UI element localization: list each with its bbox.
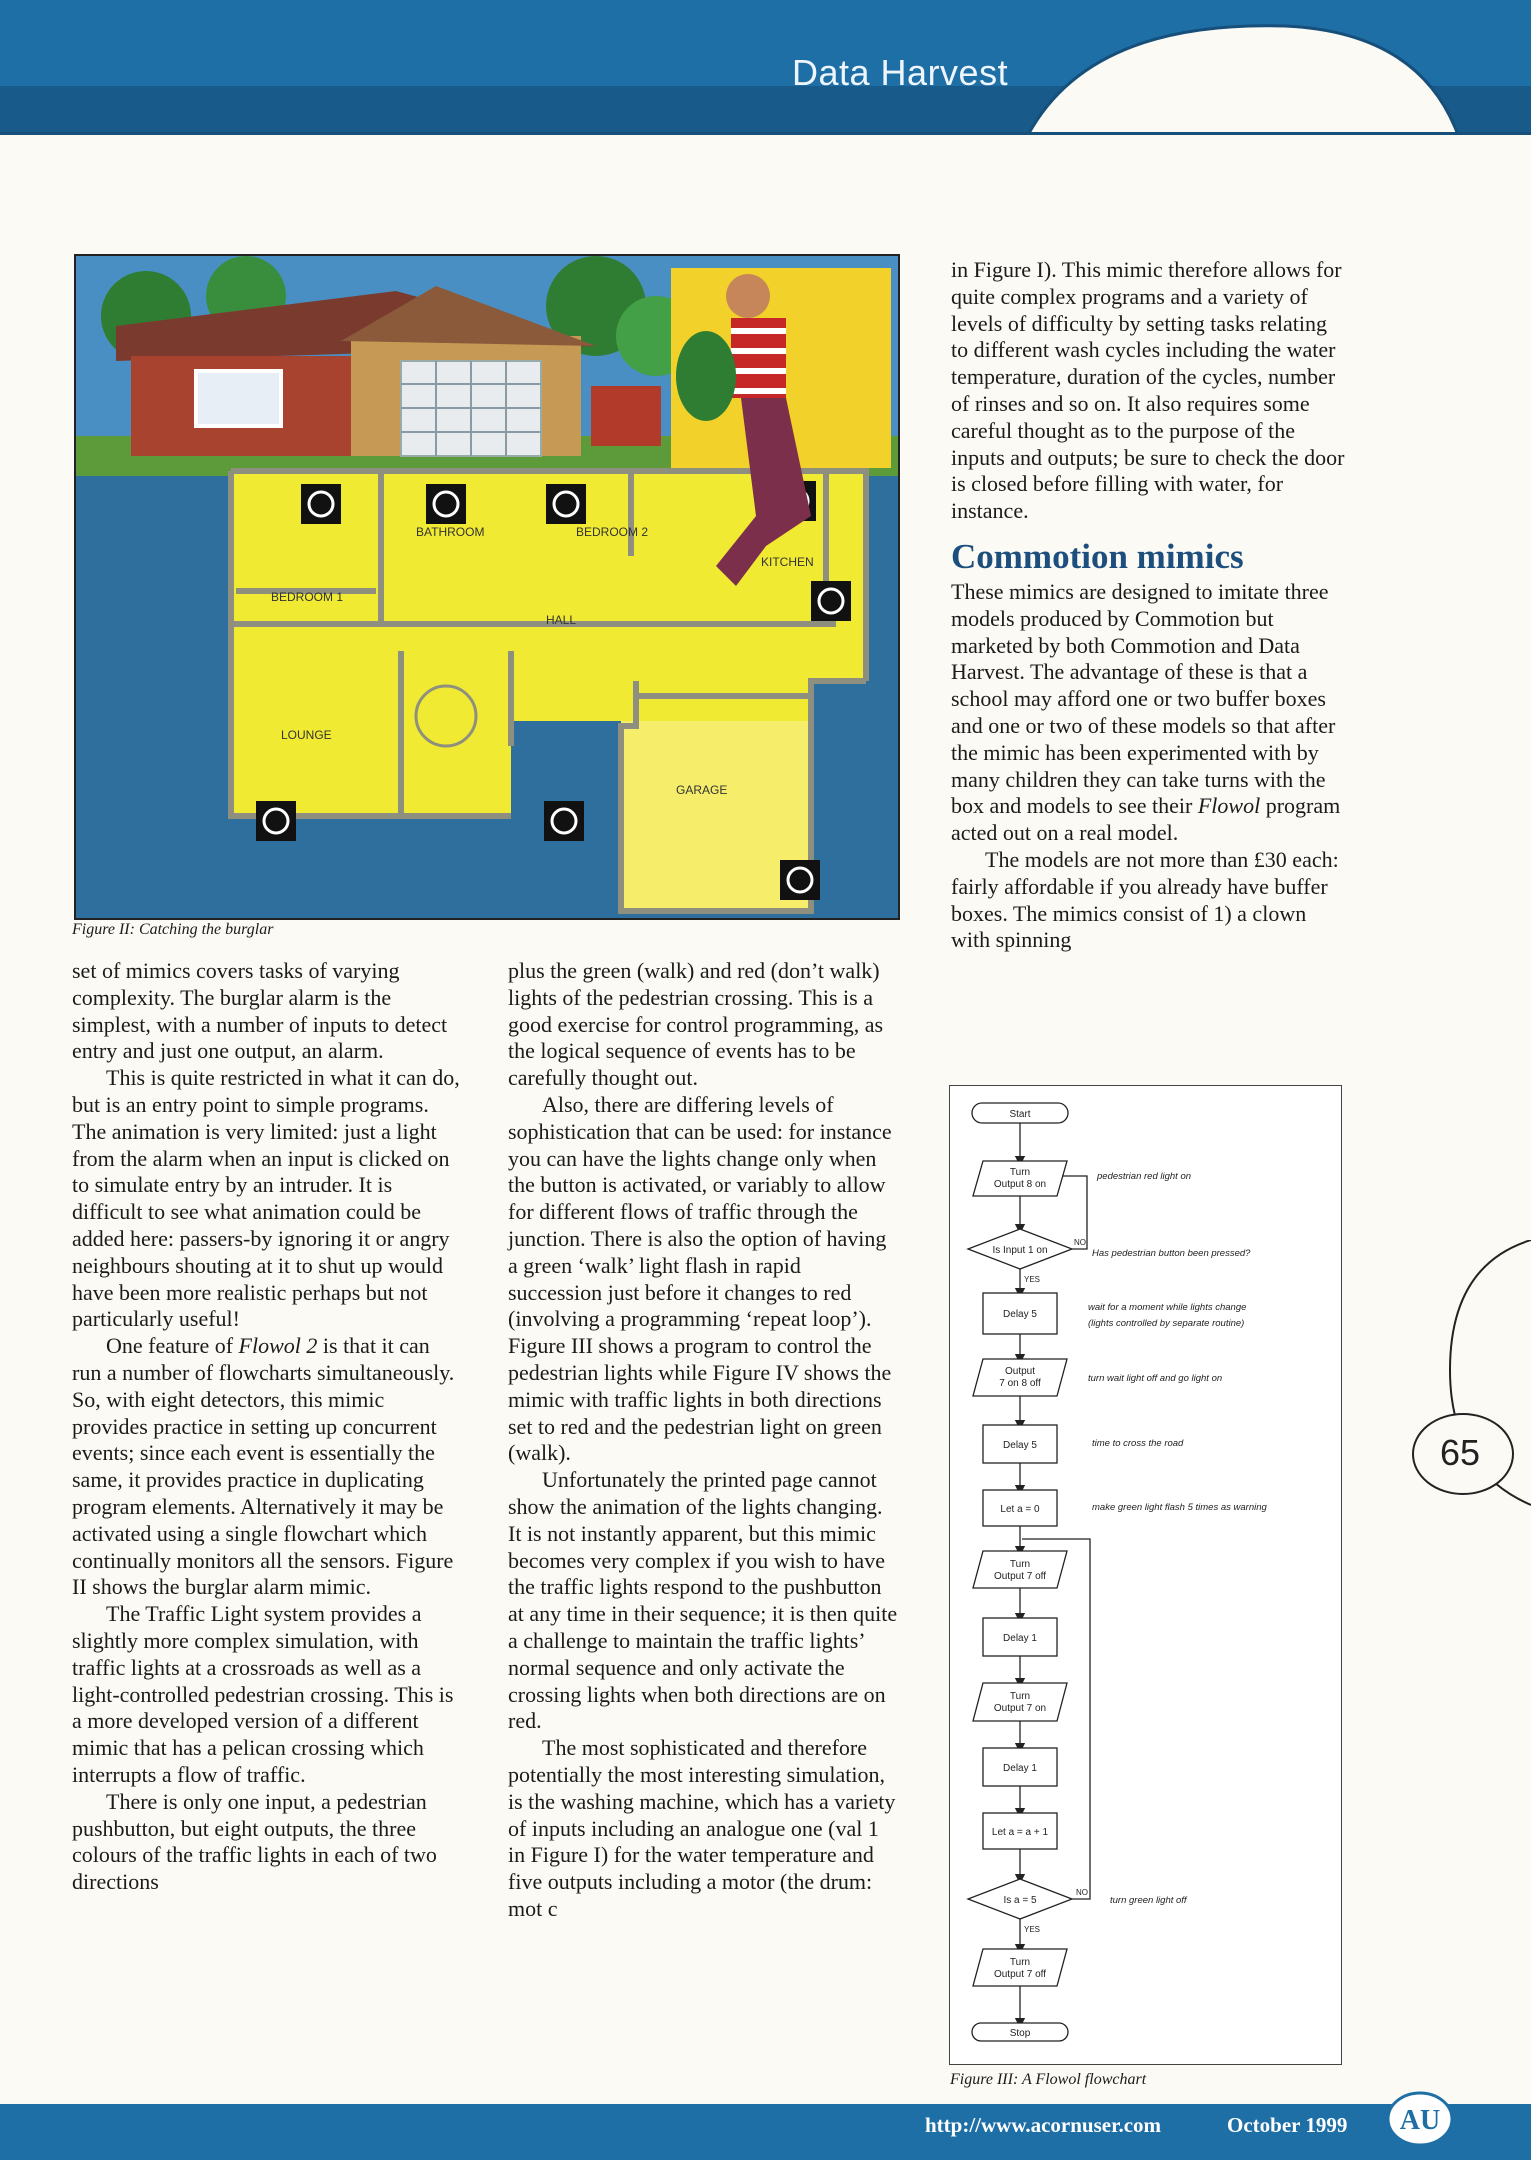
section-heading: Commotion mimics (951, 536, 1244, 576)
node-text: Turn (1009, 1559, 1031, 1570)
brand-title: Data Harvest (792, 52, 1009, 93)
burglar-alarm-mimic-figure (74, 254, 900, 920)
branch-label: NO (1076, 1888, 1088, 1897)
paragraph: These mimics are designed to imitate three models produced by Commotion but marketed by both Commotion and Data Harvest. The advantage of these is that a school may afford one or two buffer boxes and one or two of these models so that after the mimic has been experimented with by many children they can take turns with the box and models to see their Flowol program acted out on a real model. (951, 578, 1341, 846)
paragraph: Unfortunately the printed page cannot show the animation of the lights changing. It is not instantly apparent, but this mimic becomes very complex if you wish to have the traffic lights respond to the pushbutton at any time in their sequence; it is then quite a challenge to maintain the traffic lights’ normal sequence and only activate the crossing lights when both directions are on red. (508, 1467, 898, 1734)
paragraph: The most sophisticated and therefore potentially the most interesting simulation, is the washing machine, which has a variety of inputs including an analogue one (val 1 in Figure I) for the water temperature and five outputs including a motor (the drum: mot c (508, 1735, 896, 1921)
paragraph: plus the green (walk) and red (don’t walk) lights of the pedestrian crossing. This is a good exercise for control programming, as the logical sequence of events has to be carefully thought out. (508, 958, 884, 1091)
svg-text:AU: AU (1399, 2105, 1441, 2136)
flowchart-comment: time to cross the road (1092, 1438, 1184, 1449)
header-banner (0, 0, 1531, 135)
room-label: HALL (546, 613, 577, 627)
branch-label: YES (1024, 1925, 1041, 1934)
footer-issue-date: October 1999 (1227, 2113, 1348, 2137)
flowchart-comment: Has pedestrian button been pressed? (1092, 1248, 1251, 1259)
figure-3-caption: Figure III: A Flowol flowchart (950, 2071, 1147, 2088)
room-label: BATHROOM (416, 525, 485, 539)
paragraph: in Figure I). This mimic therefore allows for quite complex programs and a variety of levels of difficulty by setting tasks relating to different wash cycles including the water temperature, duration of the cycles, number of rinses and so on. It also requires some careful thought as to the purpose of the inputs and outputs; be sure to check the door is closed before filling with water, for instance. (951, 257, 1345, 524)
room-label: GARAGE (676, 783, 728, 797)
node-text: 7 on 8 off (999, 1378, 1041, 1389)
node-text: Delay 5 (1003, 1309, 1037, 1320)
flowchart-comment: turn wait light off and go light on (1088, 1373, 1223, 1384)
branch-label: NO (1074, 1238, 1086, 1247)
room-label: KITCHEN (761, 555, 814, 569)
node-text: Output 8 on (993, 1179, 1047, 1190)
flowchart-comment: make green light flash 5 times as warning (1092, 1502, 1267, 1513)
flowchart-comment: pedestrian red light on (1097, 1171, 1192, 1182)
paragraph: The Traffic Light system provides a slightly more complex simulation, with traffic lights at a crossroads as well as a light-controlled pedestrian crossing. This is a more developed version of a different mimic that has a pelican crossing which interrupts a flow of traffic. (72, 1601, 454, 1787)
article-column-2 (508, 958, 900, 1923)
node-text: Output 7 off (993, 1969, 1047, 1980)
article-column-3 (951, 257, 1346, 954)
footer-url-link[interactable]: http://www.acornuser.com (925, 2113, 1162, 2137)
node-text: Output 7 off (993, 1571, 1047, 1582)
room-label: BEDROOM 1 (271, 590, 344, 604)
node-text: Output (1004, 1366, 1036, 1377)
page-number: 65 (1440, 1432, 1481, 1473)
stop-node: Stop (1009, 2028, 1031, 2039)
decision-text: Is a = 5 (1003, 1895, 1037, 1906)
figure-2-caption: Figure II: Catching the burglar (72, 921, 274, 938)
node-text: Turn (1009, 1957, 1031, 1968)
paragraph: This is quite restricted in what it can do, but is an entry point to simple programs. The animation is very limited: just a light from the alarm when an input is clicked on to simulate entry by an intruder. It is difficult to see what animation could be added here: passers-by ignoring it or angry neighbours shouting at it to shut up would have been more realistic perhaps but not particularly useful! (72, 1065, 460, 1332)
node-text: Let a = 0 (1000, 1504, 1040, 1515)
flowchart-comment: turn green light off (1110, 1895, 1187, 1906)
node-text: Delay 5 (1003, 1440, 1037, 1451)
acorn-user-logo (1385, 2090, 1455, 2148)
paragraph: There is only one input, a pedestrian pushbutton, but eight outputs, the three colours of the traffic lights in each of two directions (72, 1788, 437, 1895)
branch-label: YES (1024, 1275, 1041, 1284)
node-text: Output 7 on (993, 1703, 1047, 1714)
paragraph: set of mimics covers tasks of varying complexity. The burglar alarm is the simplest, with a number of inputs to detect entry and just one output, an alarm. (72, 958, 448, 1064)
decision-text: Is Input 1 on (992, 1245, 1048, 1256)
paragraph: The models are not more than £30 each: fairly affordable if you already have buffer boxes. The mimics consist of 1) a clown with spinning (951, 846, 1339, 953)
article-column-1 (72, 958, 462, 1896)
paragraph: Also, there are differing levels of sophistication that can be used: for instance you can have the lights change only when the button is activated, or variably to allow for different flows of traffic through the junction. There is also the option of having a green ‘walk’ light flash in rapid succession just before it changes to red (involving a programming ‘repeat loop’). Figure III shows a program to control the pedestrian lights while Figure IV shows the mimic with traffic lights in both directions set to red and the pedestrian light on green (walk). (508, 1091, 892, 1466)
node-text: Turn (1009, 1167, 1031, 1178)
room-label: LOUNGE (281, 728, 332, 742)
flowol-flowchart (949, 1085, 1342, 2065)
node-text: Turn (1009, 1691, 1031, 1702)
flowchart-comment: (lights controlled by separate routine) (1088, 1318, 1245, 1329)
node-text: Let a = a + 1 (991, 1827, 1049, 1838)
node-text: Delay 1 (1003, 1633, 1037, 1644)
room-label: BEDROOM 2 (576, 525, 649, 539)
start-node: Start (1009, 1109, 1031, 1120)
paragraph: One feature of Flowol 2 is that it can run a number of flowcharts simultaneously. So, with eight detectors, this mimic provides practice in setting up concurrent events; since each event is essentially the same, it provides practice in duplicating program elements. Alternatively it may be activated using a single flowchart which continually monitors all the sensors. Figure II shows the burglar alarm mimic. (72, 1333, 455, 1600)
node-text: Delay 1 (1003, 1763, 1037, 1774)
flowchart-comment: wait for a moment while lights change (1088, 1302, 1247, 1313)
